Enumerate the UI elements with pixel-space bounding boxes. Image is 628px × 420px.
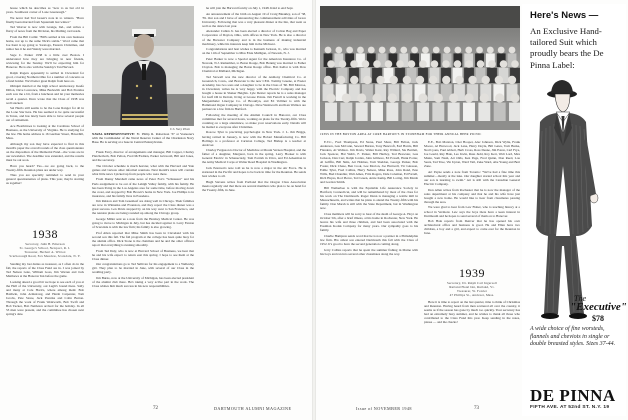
caption-text: Fr. Philip R. Robertson '37 at Vosteone's with the Commander of the Naval Reserve Center of the Charleston Navy Base. He is serving at a base in Central Pennsylvania. xyxy=(92,132,194,145)
ad-model-the: The xyxy=(574,294,586,303)
article-paragraph: An announcement of the birth on August 19 of Craig Bleakley, son of '38, '39. Our son and I have of announcing the commencement activities of Grace University. Following that was a very pleasant dinner at the Inn, that went as well as the dance last year. xyxy=(202,11,306,28)
article-paragraph: Frank Ferry, director of arrangements and manager, Bill Capper, Charley Pletcherboth, Bob Pelton, Fred McFadden, Parker Griswold, Bill and Jones, and the secretary. xyxy=(92,150,194,163)
article-paragraph: Jim Ralston and Tom Greenleaf are doing well in Chicago. Their families are now in Winnetka and Evanston, and they report the Class dinner was a great success. Len Davis stopped by on his way west to San Francisco, and the reunion plans are being rounded up among the Chicago group. xyxy=(92,199,194,216)
article-paragraph: Hugh Stevens writes from Portland that the Oregon Class Association meets regularly and that there are several members who plan to be on hand for the Twenty-fifth, in June. xyxy=(202,179,306,192)
class-secretary-info-2: Secretary, Dr. Ralph Carl Ingersoll Rutland Hotel Inn, Rutland, Vt. Treasurer, W. Fowler 47 Phillips St., Andover, Mass. xyxy=(447,281,497,297)
article-paragraph: Looking ahead a good bit we hope to see each of you at the Hall of the University, out Lugli's bound there. Sally and many at Cole Horn's, where among them: Bob Baldwin, John Armstrong, and Hersh Carpenter, Tom Jacobs, Pete Stone, Jack Prentiss and Colin Barton. Through the work of Frank Wentworth, Bob Swift and Bob Tucker, Bob Nettleton arrived for the holiday. In all 53 men were present, and the committee has chosen next spring's date. xyxy=(6,279,84,317)
article-paragraph: he will join the Harvard faculty on July 1, 1948. Kind to end Sept. xyxy=(206,6,294,10)
group-photo-caption: 1939S IN THE BOSTON AREA AT CORE BARTON'S IN STONEHAM FOR THEIR ANNUAL BEER PICNIC xyxy=(320,132,482,136)
right-column-2 xyxy=(424,140,520,260)
article-paragraph: E.E., Bob Marston, Chet Hooper, Alec Johnson, Dick Wylie, Frank Moore, Al Harwood, Jack Lane, Harry Doyle, Bill Gates, Tom Burke, Ned Lyons, Paul Abbott, Herb Cross, Ross Deane, Jim Eaton, Carl Frye, Joe Gould, Ray Hale, Leo Irwin, Russ Judd, Roy Kerr, Walt Lord, Max Munn, Sam Nash, Art Olds, Ken Page, Fred Quinn, Don Reed, Lou Sears, Ted True, Vin Upton, Ward Vail, Zeke Ward, Abe Young and Bert Zane. xyxy=(424,140,520,169)
left-page xyxy=(0,0,312,420)
ad-store-address: FIFTH AVE. AT 52nd ST. N.Y. 19 xyxy=(530,405,610,410)
article-paragraph: Jim Burns, now at the University of Michigan, has been elected president of the alumni club there. He's taking a very active part in the work. The Class wishes him much success in his new responsibilities. xyxy=(92,276,194,289)
caption-lead: NAVAL REPRESENTATIVE: xyxy=(92,132,136,136)
article-paragraph: Olmquit married at the high school anniversary. Keefe Dillon, Dave Lawrence, Mike Beckwith and Bob Prentiss each saw me a bit, from a luncheon and let your memories recall a quarter. Dave wrote that the Class of 1938 was well stacked. xyxy=(6,84,84,105)
article-paragraph: We were glad to hear from Lew Fisher, who is teaching history at a school in Vermont. Lew says the boys there have a keen interest in Dartmouth and he hopes to send several of them on to Hanover. xyxy=(424,205,520,218)
article-paragraph: Don Allen writes from Rochester that he is now the manager of the sales department at his company and that he and his wife have just bought a new home. He would like to hear from classmates passing through the area. xyxy=(424,187,520,204)
article-paragraph: Thus you are specially reminded to send in your general questionnaires of plans. This year, they're starting us together! xyxy=(6,173,84,186)
class-secretary-info: Secretary, John H. Emerson St. George's School, Newport, R. I. Treasurer, Herbert A. Wilcox Scarborough Road, Fox Meadow, Scarsdale, N. Y. xyxy=(9,242,81,258)
de-pinna-advertisement xyxy=(522,4,626,416)
running-footer-left: DARTMOUTH ALUMNI MAGAZINE xyxy=(214,406,292,411)
ad-intro: An Exclusive Hand-tailored Suit which proudly bears the De Pinna Label: xyxy=(530,26,604,70)
page-number-right: 73 xyxy=(474,406,479,411)
article-paragraph: Have you heard? Yes—we are going back, to the Twenty-fifth. Reunion plans are under way. xyxy=(6,163,84,172)
right-column-2b xyxy=(424,300,520,402)
article-paragraph: Alexander Cullen Jr. has been elected a director of Colton Bag and Paper Corporation of Dayton, Ohio, with offices in New York. He is also a director of the Brewster Company and is in the business of making industrial machinery, while his interests keep him in the Midwest. xyxy=(202,29,306,46)
ad-price: $78 xyxy=(592,314,604,323)
left-column-1b xyxy=(6,262,84,402)
ad-body-text: A wide choice of fine worsteds, flannels and cheviots in single or double breasted styles. Sizes 37-44. xyxy=(530,326,616,348)
running-footer-right: Issue of NOVEMBER 1948 xyxy=(356,406,412,411)
article-paragraph: Roscoe Tyler is practicing psychologist in New York. J. L. Jim Briggs, having retired in January, is now with the Hobart Manufacturing Co. Bill Hollings is a professor at Carleton College, Ted Bishop is a teacher at Andover. xyxy=(202,130,306,147)
article-paragraph: Sanding my last duties as treasurer, as I often do in the fall, the reports of the Class Fund are in. I was joined by Ted Nelson Gale, William Goss, Jim Warren and Jack Matthews at the Hanover Inn before the game. xyxy=(6,262,84,279)
class-year-heading-2: 1939 xyxy=(459,266,485,280)
left-column-2 xyxy=(92,150,194,402)
article-paragraph: Congratulations and best wishes to Kenneth Jackson, Jr., who was married on the 11th of September to Miss Elsie Mulligan, of Newark, N. J. xyxy=(202,47,306,56)
article-paragraph: Ralph Rogers apparently is settled in Cleveland for good, covering Northern Ohio for a number of concerns as a fund holder. We'd better greet Ralph from here on. xyxy=(6,70,84,83)
article-paragraph: The October schedule is much heavier, what with the Harvard and Yale games and various other informal reunions. Next month's notes will contain what little news I picked up from people who were there. xyxy=(92,163,194,176)
article-paragraph: Class members will be sorry to hear of the death of George A. Hoyt on October 5th, after a brief illness, at his home in Rochester, New York. He leaves his wife and three children, and had been associated with the Eastman Kodak Company for many years. Our sympathy goes to his family. xyxy=(320,211,418,233)
article-paragraph: Although my son may have expected to find in this month's paper the overall rounds of the class questionnaire on the disposition of the Memorial Fund—the votes are in our newsletter. The deadline was extended, and the results must be out soon. xyxy=(6,141,84,162)
page-number-left: 72 xyxy=(153,406,158,411)
article-paragraph: Peter Barker is now a Special Agent for the American Insurance Co. of Newark, N.J. Remember, to Baton Rouge, Bob Hennig was married to Esther Clayton. Bob is managing the Baton Rouge office. Bob Kellar is with Dow Chemical at Midland, Michigan. xyxy=(202,56,306,74)
article-paragraph: Our congratulations go to Ted Sullivan for his engagement to a Wellesley girl. They plan to be married in June, with several of our Class in the wedding party. xyxy=(92,262,194,275)
right-column-1 xyxy=(320,140,418,402)
naval-officer-photo xyxy=(92,6,194,126)
article-paragraph: From the Bill Carlin: "Bill's settled at his own business home, not up to the same Nick's stable." Word came that Joe Kent is up going to Saratoga, Eastern Christmas, and rumor has it he and Wendy were married. xyxy=(6,35,84,52)
article-paragraph: Here it is time to report on the last quarter, time to think of Christmas and Reunion. Having heard from men scattered all over the country, it seems as if the season has gone by much too quickly. Your secretary has had an extremely busy summer, and he wishes to thank all those who contributed to the Class Fund this year. Keep sending in the notes, please — and the checks! xyxy=(424,300,520,325)
article-paragraph: Ted Weaver is now with Grange, Ind., and writes a flurry of notes from the Division, his Mailing card reads. xyxy=(6,25,84,34)
article-paragraph: We never had Ted Green's note in to winters. "Have finally been married from Squantum last winter." xyxy=(6,15,84,24)
article-paragraph: Ted Stowell was the new director of the Anthony Chemical Co. at Greenwich, Conn., and Brewster is the new CEO. Tommy Greene, at Exeter Academy, has two sons and a daughter to be in the Class of '60. Bill Monroe, in Cleveland, writes he is very happy with the Electric Company and has bought a house in Shaker Heights. Lyle Dexter reports he is a sales manager for Gulf Oil in Detroit, living at Grosse Pointe. Jim Farrell is working in the Mergenthaler Linotype Co. of Brooklyn, and Ed Vollmer is with the Hammond Organ Company in Chicago. Dave Wentworth and Ken Wallace are partners in a law firm in Hartford. xyxy=(202,74,306,112)
left-column-3 xyxy=(202,6,306,402)
left-column-1 xyxy=(6,6,84,218)
article-paragraph: Bill Wetherbee is with the Equitable Life Assurance Society in Hartford, Connecticut, and will be remembered by most of the class for his work on The Dartmouth. Roger Dunn is managing a textile mill in Massachusetts, and writes that he plans to attend the Twenty-fifth with his family. Don Marsh is still with the State Department, but in Washington now. xyxy=(320,186,418,211)
article-paragraph: E.T.C., Fred Thompson, Ed Stone, Paul Shaw, Bill Fulton, Jack Anderson, Gus McCann, Seward Burton, Tony Bancroft, Earl Harris, Bill Flanders, Al Wallace. Jim Davis, Walter Kent, Ray Willard, Stu Bartlett, Jack Spencer, Hal Webb, F. Parker, Bill Hartley, Ted Brewster, Gus Jackson, Dan Carr, Ralph Jordan, John Gilmore, Ed Powell, Hank Porter, Al Griffin, Bill Sims, Art Holmes, Tom Sheldon, George Parker, Bob Foster, Dick Chase, Ben Cook, Lee Morton, Joe Hartwell, Vic Gleason, Eddie Tyler, Fred Collins, Harry Nelson, Mike Ross, John Rand, Pete Wills, Bud Chandler, Walt Ames, Fritz Rogers, Dale Coleman, Ed Farrell, Rich Hayes, Rod Pierce, Ted Green, Arnie Kemp, Bill Loring, Jim Marsh and Gordon Smith. xyxy=(320,140,418,185)
photo-credit: U.S. Navy Photo xyxy=(170,127,190,131)
article-paragraph: house which he describes as "new to us but old in years. Southwest corner of Lone Greenough." xyxy=(6,6,84,15)
article-paragraph: Jerry Collins reports that he spent the summer fishing in Maine with his boys and ran into several other classmates along the way. xyxy=(320,247,418,256)
article-paragraph: Charlie Hampton sends word that he is now a partner in a Philadelphia law firm. His oldest son entered Dartmouth this fall with the Class of 1952. It's good to have the second generation coming along. xyxy=(320,233,418,246)
article-paragraph: From Ted Daly, who is now at Harvard School of Business, we hear that he and his wife expect to return east this spring. I hope to see them at the Class dinner. xyxy=(92,248,194,261)
article-paragraph: George Miller sent us a note from the Hershey Medical Center. He was going to move to Michigan in July, but has decided against it. Larry Fenton of Scarsdale is with the law firm; his family is also growing. xyxy=(92,217,194,230)
article-paragraph: Prof Allen reported that Mike Smith has been in Cleveland with his second son this fall. The fall program at the college has been quite busy for the alumni office. Dick Stone is the chairman and he and the other officers report that everything is running smoothly. xyxy=(92,230,194,247)
ad-model-name: "Executive" xyxy=(570,301,627,313)
article-paragraph: From Danny Marshall came news of Peter Fox's "Schnauzer" and his Paris assignment to be out of the Lehigh Valley family, with his family. He has been living in the Los Angeles area for some time, before moving down the coast, and stopped by Bob Brown's home in New York. Joe Phillips is in insurance, and his family lives in Pasadena. xyxy=(92,177,194,198)
article-paragraph: Sal Harris still seems to be the Lone Ranger for all in the Lone Star here. He has seemed to be quite successful in Texas, and has lately been able to have several people out of retirement. xyxy=(6,106,84,123)
article-paragraph: Charley Ferguson is Doctor of Medicine at Mount Vernon Hospital, and the father of a daughter, Margaret, born in the spring. Larry Hooker is with General Electric in Schenectady, Tom Parrish in Utica, and Ed Ackerman in the Army Medical Corps at Walter Reed Hospital in Washington. xyxy=(202,148,306,165)
article-paragraph: Following the meeting of the Alumni Council in Hanover, our Class committee met for several hours, working on plans for the Twenty-fifth. We're counting on a large attendance, so make your reservations early. Details will be mailed to everyone after Christmas. xyxy=(202,112,306,129)
article-paragraph: Sage C. Parker 1938 is a little over Boston. I understand how they are bringing in new friends, reviewing for the Sunday. We'll be expecting him for Hanover. He is also with the Sunday's Tan Harvard. xyxy=(6,52,84,69)
class-year-heading: 1938 xyxy=(32,227,58,241)
ad-headline: Here's News — xyxy=(530,10,599,21)
suited-man-illustration xyxy=(526,76,624,322)
class-picnic-group-photo xyxy=(320,6,520,130)
article-paragraph: Bob Hale reports from Denver that he has opened his own architectural office and business is good. He and Ellen have two children, a boy and a girl, and expect to come east for the Reunion in June. xyxy=(424,219,520,236)
photo-caption xyxy=(92,132,194,144)
article-paragraph: Art Payne sends a note from Toronto: "We've had a fine time this summer—mostly at the lake. Our daughter started school this year and our son is learning to swim." Art is still with the Canadian General Electric Company. xyxy=(424,169,520,187)
article-paragraph: Ace Fleathirtoes is looking at the Carolinas School of Business, as the University of Virginia. He is studying for the law. His home address is 16 Gardner Street, Haverhill, Mass. xyxy=(6,123,84,141)
de-pinna-logo: DE PINNA xyxy=(530,386,616,405)
article-paragraph: Jack Peterson's note told us he is now a major in the Air Force. He is stationed in the Pacific and hopes to be back in time for the Reunion. He sends best wishes to all. xyxy=(202,166,306,179)
